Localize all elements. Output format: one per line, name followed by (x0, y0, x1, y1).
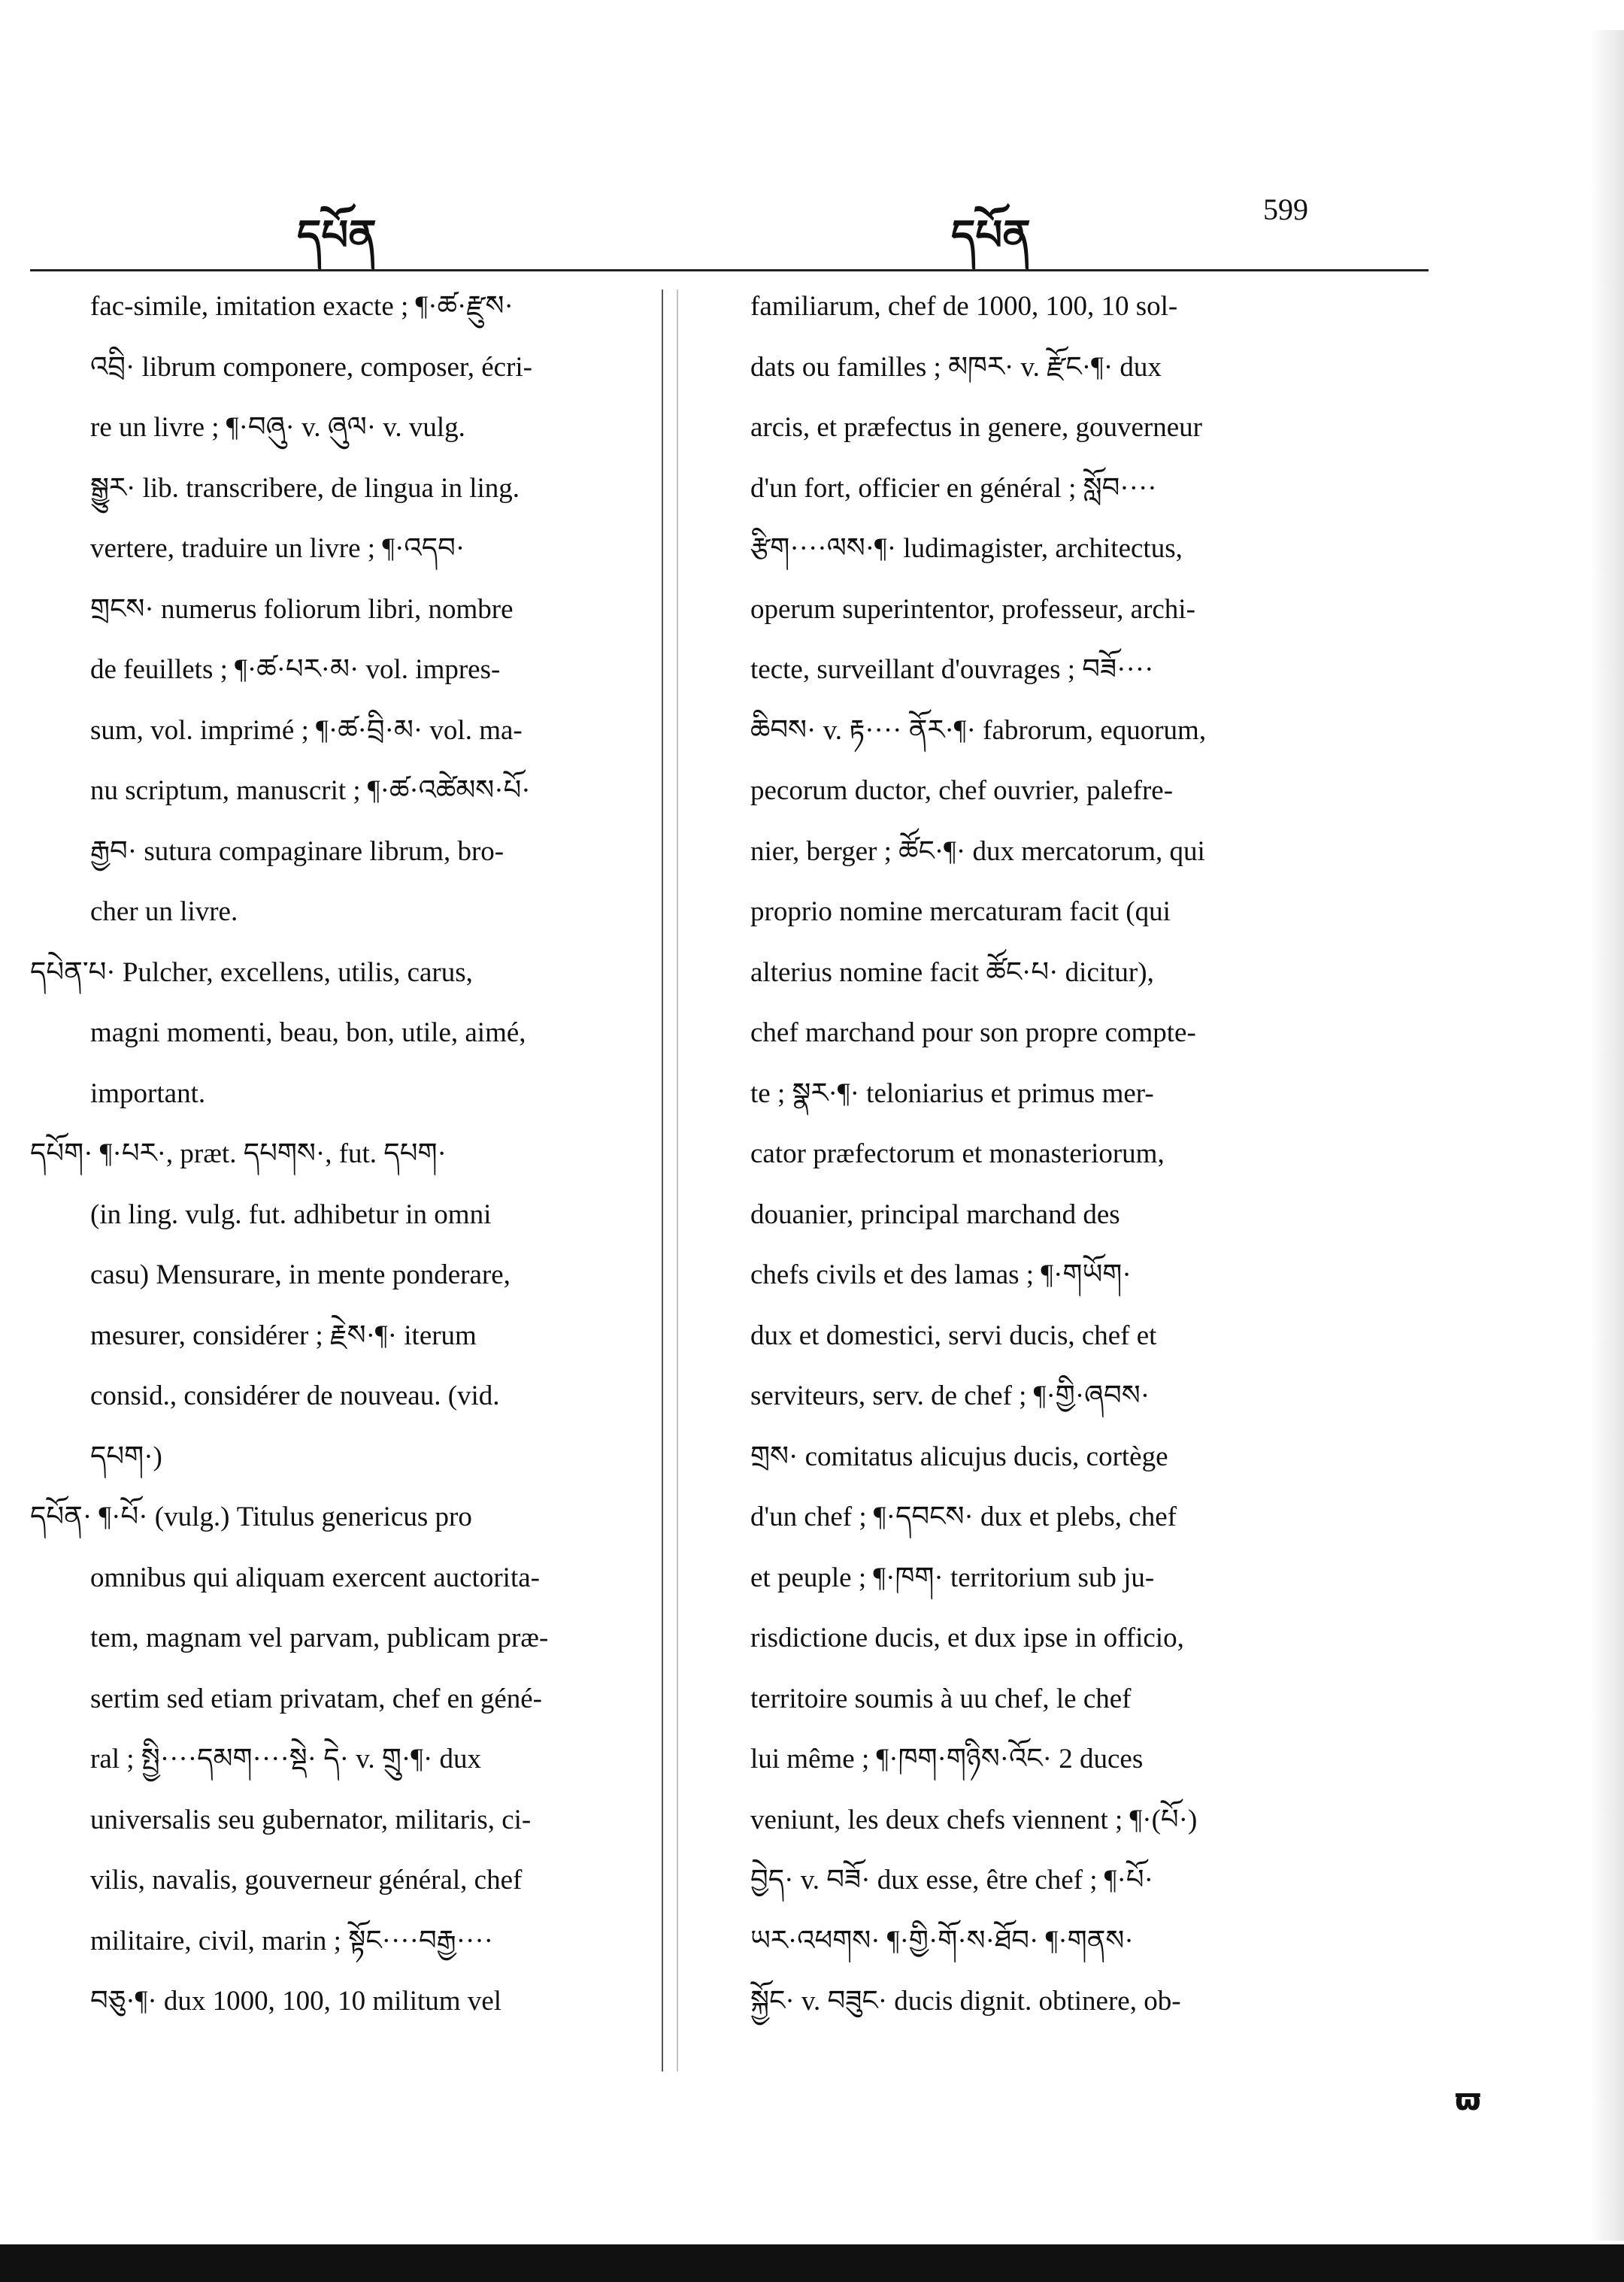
text-line: རྒྱབ· sutura compaginare librum, bro- (90, 835, 504, 867)
text-line: tecte, surveillant d'ouvrages ; བཟོ···· (750, 654, 1154, 685)
text-line: dats ou familles ; མཁར· v. རྫོང·¶· dux (750, 351, 1162, 383)
text-line: veniunt, les deux chefs viennent ; ¶·(པོ·) (750, 1804, 1198, 1835)
scan-border (0, 2244, 1624, 2282)
text-line: d'un chef ; ¶·དབངས· dux et plebs, chef (750, 1502, 1177, 1532)
text-line: serviteurs, serv. de chef ; ¶·གྱི·ཞབས· (750, 1380, 1150, 1411)
text-line: ral ; སྤྱི····དམག····སྡེ· དེ· v. གྲུ·¶· dux (90, 1744, 482, 1774)
text-line: casu) Mensurare, in mente ponderare, (90, 1259, 511, 1290)
text-line: magni momenti, beau, bon, utile, aimé, (90, 1017, 526, 1048)
text-line: cher un livre. (90, 896, 238, 927)
text-line: risdictione ducis, et dux ipse in officio, (750, 1623, 1184, 1653)
text-line: vilis, navalis, gouverneur général, chef (90, 1865, 523, 1896)
right-column (750, 277, 1344, 2032)
page-edge-shadow (1590, 30, 1624, 2241)
text-line: pecorum ductor, chef ouvrier, palefre- (750, 775, 1174, 806)
text-line: universalis seu gubernator, militaris, ci- (90, 1804, 532, 1835)
text-line: familiarum, chef de 1000, 100, 10 sol- (750, 291, 1178, 322)
text-line: རྩིག····ལས·¶· ludimagister, architectus, (750, 533, 1183, 564)
text-line: omnibus qui aliquam exercent auctorita- (90, 1562, 540, 1593)
text-line: re un livre ; ¶·བཞུ· v. ཞུལ· v. vulg. (90, 412, 465, 443)
text-line: lui même ; ¶·ཁག·གཉིས·འོང· 2 duces (750, 1744, 1144, 1774)
text-line: consid., considérer de nouveau. (vid. (90, 1380, 500, 1411)
text-line: སྒྱུར· lib. transcribere, de lingua in ling. (90, 472, 520, 504)
text-line: nu scriptum, manuscrit ; ¶·ཚ·འཚེམས·པོ· (90, 775, 531, 806)
text-line: འབྲི· librum componere, composer, écri- (90, 351, 533, 383)
text-line: mesurer, considérer ; རྗེས·¶· iterum (90, 1320, 477, 1351)
text-line: douanier, principal marchand des (750, 1199, 1120, 1230)
text-line: བཅུ·¶· dux 1000, 100, 10 militum vel (90, 1986, 502, 2017)
text-line: དཔེན་པ· Pulcher, excellens, utilis, carus, (30, 956, 473, 988)
text-line: (in ling. vulg. fut. adhibetur in omni (90, 1199, 492, 1230)
text-line: གྲངས· numerus foliorum libri, nombre (90, 593, 514, 625)
text-line: དཔོག· ¶·པར·, præt. དཔགས·, fut. དཔག· (30, 1138, 447, 1169)
left-column (30, 277, 662, 2032)
text-line: chef marchand pour son propre compte- (750, 1017, 1196, 1048)
margin-mark: ϖ (1455, 2083, 1481, 2117)
text-line: vertere, traduire un livre ; ¶·འདབ· (90, 533, 465, 564)
text-line: ཆིབས· v. རྟ···· ནོར·¶· fabrorum, equorum, (750, 714, 1207, 746)
text-line: militaire, civil, marin ; སྟོང····བརྒྱ···· (90, 1925, 493, 1956)
text-line: proprio nomine mercaturam facit (qui (750, 896, 1171, 927)
text-line: sertim sed etiam privatam, chef en géné- (90, 1683, 542, 1714)
text-line: te ; སྣར·¶· teloniarius et primus mer- (750, 1077, 1154, 1109)
text-line: བྱེད· v. བཟོ· dux esse, être chef ; ¶·པོ· (750, 1865, 1153, 1896)
header-rule (30, 269, 1429, 271)
text-line: territoire soumis à uu chef, le chef (750, 1683, 1132, 1714)
text-line: nier, berger ; ཚོང·¶· dux mercatorum, qui (750, 835, 1205, 867)
column-divider (662, 289, 663, 2071)
page-number: 599 (1263, 192, 1308, 226)
text-line: important. (90, 1077, 206, 1109)
text-line: ཡར·འཕགས· ¶·གྱི·གོ·ས·ཐོབ· ¶·གནས· (750, 1925, 1134, 1956)
left-header-word: དཔོན (297, 211, 377, 260)
right-header-word: དཔོན (951, 211, 1031, 260)
text-line: et peuple ; ¶·ཁག· territorium sub ju- (750, 1562, 1155, 1593)
text-line: arcis, et præfectus in genere, gouverneur (750, 412, 1202, 443)
column-divider-shadow (677, 289, 678, 2071)
text-line: operum superintentor, professeur, archi- (750, 593, 1195, 625)
text-line: དཔོན· ¶·པོ· (vulg.) Titulus genericus pro (30, 1502, 472, 1532)
text-line: དཔག·) (90, 1441, 162, 1472)
text-line: cator præfectorum et monasteriorum, (750, 1138, 1165, 1169)
text-line: sum, vol. imprimé ; ¶·ཚ·བྲི·མ· vol. ma- (90, 714, 523, 746)
text-line: de feuillets ; ¶·ཚ·པར·མ· vol. impres- (90, 654, 501, 685)
text-line: གྲས· comitatus alicujus ducis, cortège (750, 1441, 1168, 1472)
text-line: chefs civils et des lamas ; ¶·གཡོག· (750, 1259, 1132, 1290)
text-line: alterius nomine facit ཚོང·པ· dicitur), (750, 956, 1154, 988)
text-line: སྐྱོང· v. བཟུང· ducis dignit. obtinere, ob- (750, 1986, 1181, 2017)
text-line: tem, magnam vel parvam, publicam præ- (90, 1623, 549, 1653)
text-line: fac-simile, imitation exacte ; ¶·ཚ·རྫུས· (90, 291, 514, 322)
text-line: dux et domestici, servi ducis, chef et (750, 1320, 1157, 1351)
text-line: d'un fort, officier en général ; སློབ···· (750, 472, 1157, 504)
